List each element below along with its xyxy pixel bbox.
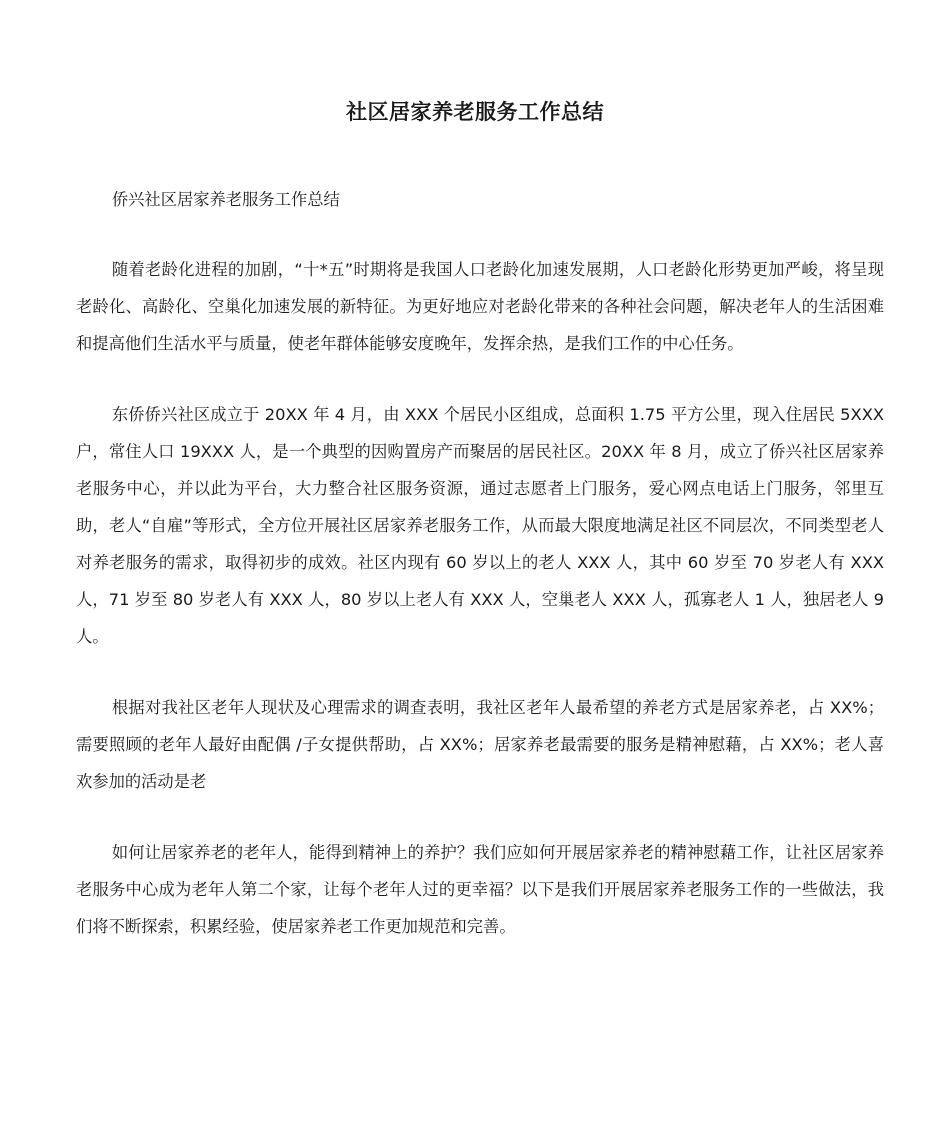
- paragraph-aging-background: 随着老龄化进程的加剧，“十*五”时期将是我国人口老龄化加速发展期，人口老龄化形势更加严峻，将呈现老龄化、高龄化、空巢化加速发展的新特征。为更好地应对老龄化带来的各种社会问题，解决老年人的生活困难和提高他们生活水平与质量，使老年群体能够安度晚年，发挥余热，是我们工作的中心任务。: [76, 260, 885, 353]
- paragraph-subtitle: 侨兴社区居家养老服务工作总结: [111, 190, 340, 209]
- document-title: 社区居家养老服务工作总结: [346, 100, 604, 124]
- document-body: [76, 181, 884, 979]
- paragraph-approach: 如何让居家养老的老年人，能得到精神上的养护？我们应如何开展居家养老的精神慰藉工作，让社区居家养老服务中心成为老年人第二个家，让每个老年人过的更幸福？以下是我们开展居家养老服务工作的一些做法，我们将不断探索，积累经验，使居家养老工作更加规范和完善。: [76, 843, 884, 936]
- paragraph-survey-results: 根据对我社区老年人现状及心理需求的调查表明，我社区老年人最希望的养老方式是居家养老，占 XX%；需要照顾的老年人最好由配偶 /子女提供帮助，占 XX%；居家养老最需要的服务是精神慰藉，占 XX%；老人喜欢参加的活动是老: [76, 698, 884, 791]
- paragraph-community-overview: 东侨侨兴社区成立于 20XX 年 4 月，由 XXX 个居民小区组成，总面积 1.75 平方公里，现入住居民 5XXX 户，常住人口 19XXX 人，是一个典型的因购置房产而聚居的居民社区。20XX 年 8 月，成立了侨兴社区居家养老服务中心，并以此为平台，大力整合社区服务资源，通过志愿者上门服务，爱心网点电话上门服务，邻里互助，老人“自雇”等形式，全方位开展社区居家养老服务工作，从而最大限度地满足社区不同层次，不同类型老人对养老服务的需求，取得初步的成效。社区内现有 60 岁以上的老人 XXX 人，其中 60 岁至 70 岁老人有 XXX 人，71 岁至 80 岁老人有 XXX 人，80 岁以上老人有 XXX 人，空巢老人 XXX 人，孤寡老人 1 人，独居老人 9 人。: [76, 405, 884, 646]
